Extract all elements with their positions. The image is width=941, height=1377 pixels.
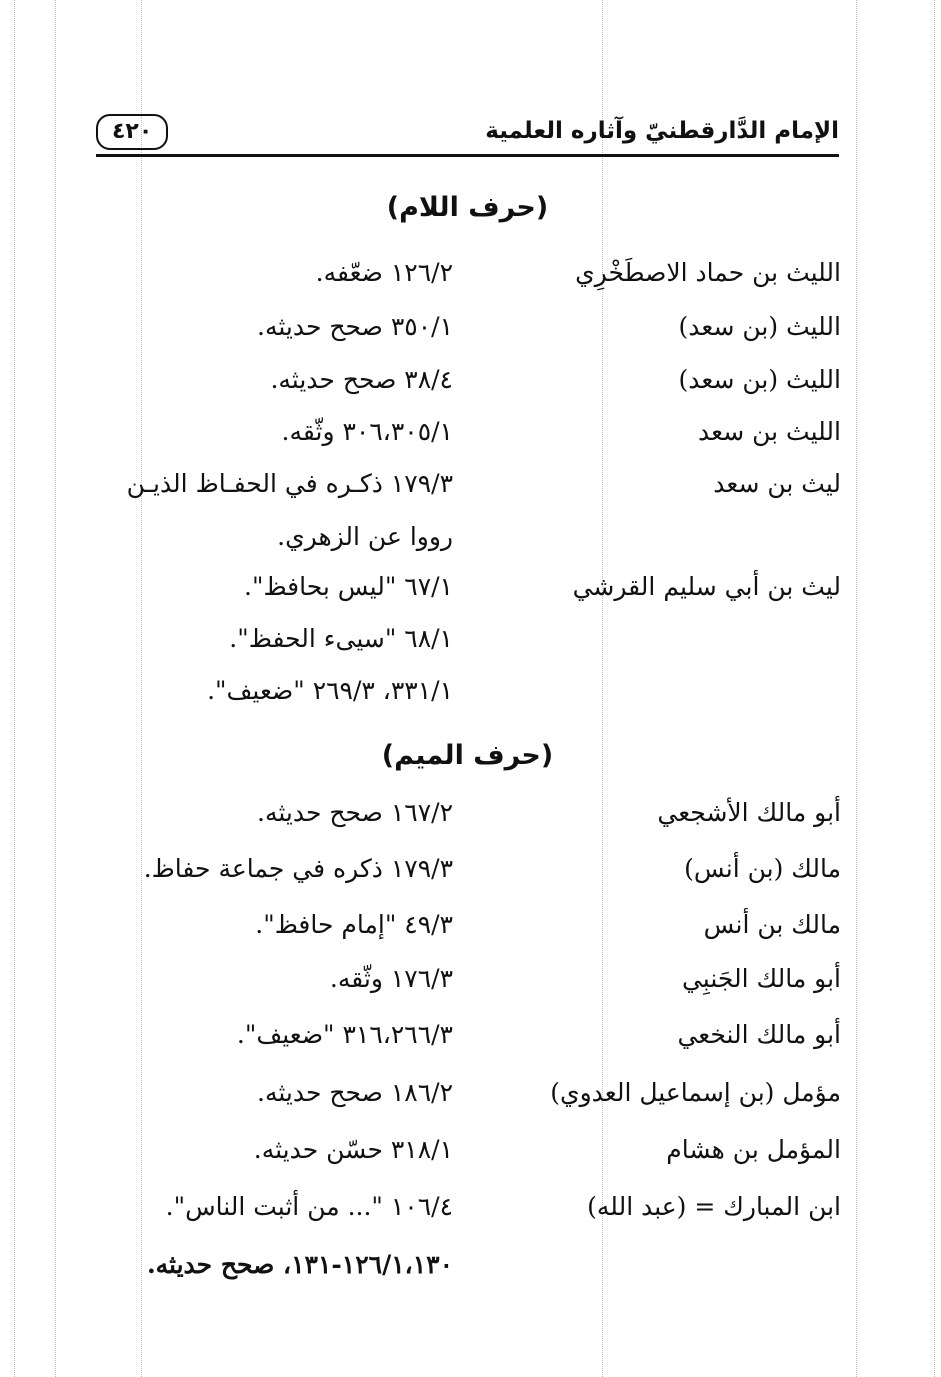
entry-name: المؤمل بن هشام bbox=[666, 1135, 841, 1164]
entry-note: ٣١٦،٢٦٦/٣ "ضعيف". bbox=[236, 1020, 453, 1049]
entry-extra-note: ٦٨/١ "سيىء الحفظ". bbox=[229, 624, 453, 653]
entry-name: ليث بن أبي سليم القرشي bbox=[572, 572, 841, 601]
entry-note: ١٦٧/٢ صحح حديثه. bbox=[257, 798, 453, 827]
entry-name: مالك (بن أنس) bbox=[684, 854, 841, 883]
entry-note: ٣٥٠/١ صحح حديثه. bbox=[257, 312, 453, 341]
entry-note: ٤٩/٣ "إمام حافظ". bbox=[255, 910, 453, 939]
entry-name: مؤمل (بن إسماعيل العدوي) bbox=[550, 1078, 841, 1107]
page-header bbox=[96, 110, 839, 157]
entry-note: ١٧٩/٣ ذكره في جماعة حفاظ. bbox=[143, 854, 453, 883]
entry-name: الليث بن سعد bbox=[698, 417, 841, 446]
entry-name: الليث (بن سعد) bbox=[678, 365, 841, 394]
entry-name: الليث بن حماد الاصطَخْرِي bbox=[575, 258, 841, 287]
entry-note: ١٢٦/٢ ضعّفه. bbox=[315, 258, 453, 287]
entry-name: ليث بن سعد bbox=[713, 469, 841, 498]
entry-name: أبو مالك الجَنبِي bbox=[681, 964, 841, 993]
section-title-lam: (حرف اللام) bbox=[386, 192, 549, 223]
entry-note: ١٧٩/٣ ذكـره في الحفـاظ الذيـن bbox=[126, 469, 453, 498]
entry-note: ١٨٦/٢ صحح حديثه. bbox=[257, 1078, 453, 1107]
entry-note-continuation: رووا عن الزهري. bbox=[277, 522, 453, 551]
entry-name: أبو مالك النخعي bbox=[677, 1020, 841, 1049]
entry-note: ٣٠٦،٣٠٥/١ وثّقه. bbox=[281, 417, 453, 446]
entry-note: ٦٧/١ "ليس بحافظ". bbox=[244, 572, 453, 601]
entry-name: الليث (بن سعد) bbox=[678, 312, 841, 341]
section-title-mim: (حرف الميم) bbox=[381, 740, 554, 771]
trailing-note: ١٢٦/١،١٣٠-١٣١، صحح حديثه. bbox=[146, 1250, 453, 1279]
entry-note: ٣٨/٤ صحح حديثه. bbox=[270, 365, 453, 394]
entry-name: مالك بن أنس bbox=[703, 910, 841, 939]
entry-name: ابن المبارك = (عبد الله) bbox=[587, 1192, 841, 1221]
entry-name: أبو مالك الأشجعي bbox=[657, 798, 841, 827]
page-number: ٤٢٠ bbox=[96, 114, 168, 150]
book-title: الإمام الدَّارقطنيّ وآثاره العلمية bbox=[485, 118, 839, 144]
entry-note: ١٧٦/٣ وثّقه. bbox=[329, 964, 453, 993]
entry-extra-note: ٣٣١/١، ٢٦٩/٣ "ضعيف". bbox=[207, 676, 453, 705]
entry-note: ١٠٦/٤ "... من أثبت الناس". bbox=[165, 1192, 453, 1221]
entry-note: ٣١٨/١ حسّن حديثه. bbox=[253, 1135, 453, 1164]
